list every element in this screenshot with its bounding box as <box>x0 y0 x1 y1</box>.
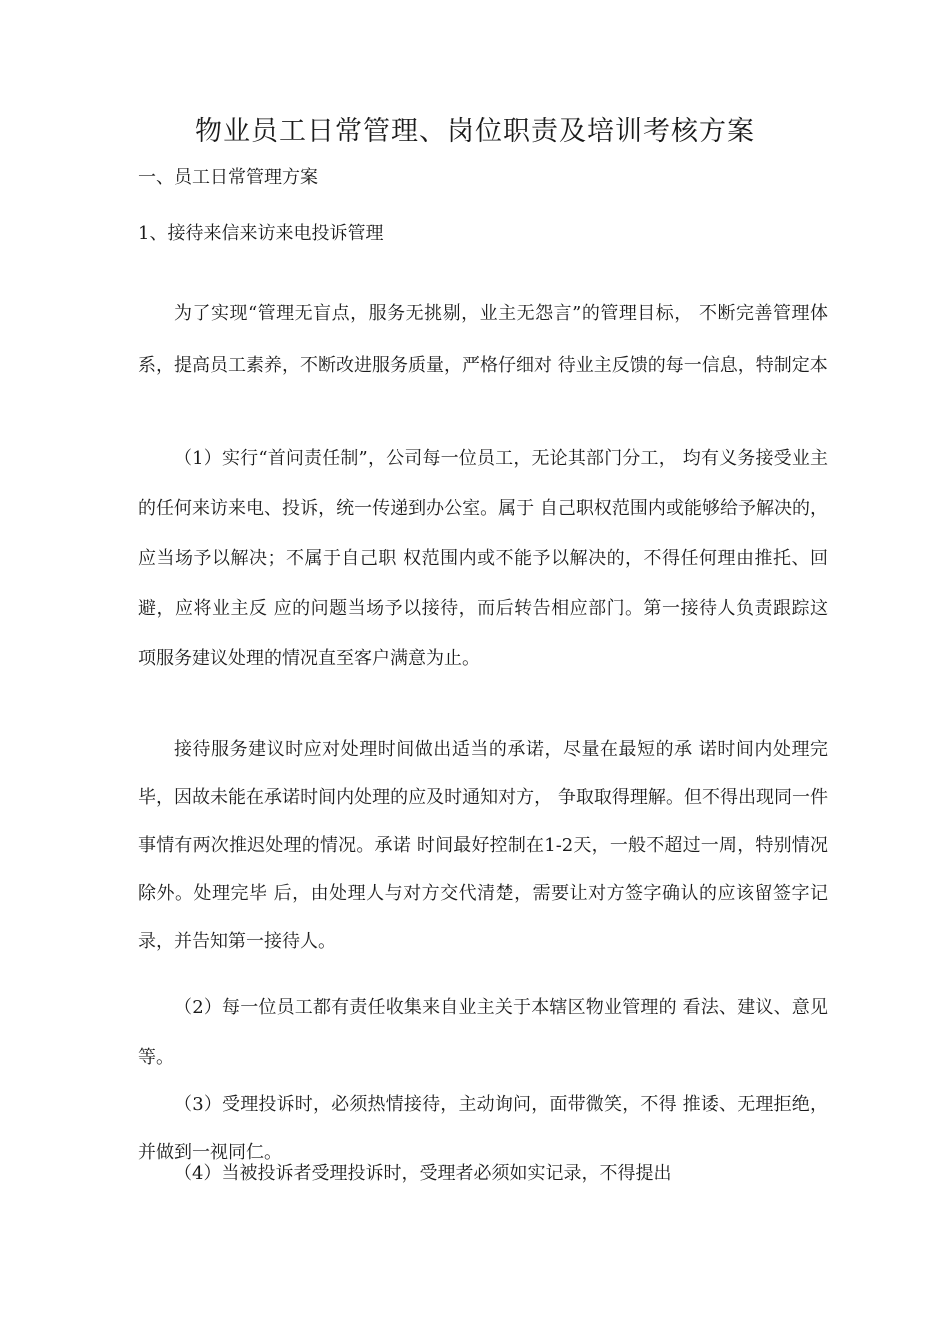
subsection-heading: 1、接待来信来访来电投诉管理 <box>138 223 384 244</box>
item-1-continuation-paragraph: 接待服务建议时应对处理时间做出适当的承诺，尽量在最短的承 诺时间内处理完毕，因故未能在承诺时间内处理的应及时通知对方， 争取取得理解。但不得出现同一件事情有两次推迟处理的情况。承诺 时间最好控制在1-2天，一般不超过一周，特别情况除外。处理完毕 后，由处理人与对方交代清楚，需要让对方签字确认的应该留签字记 录，并告知第一接待人。 <box>138 739 828 952</box>
item-1-paragraph: （1）实行“首问责任制”，公司每一位员工，无论其部门分工， 均有义务接受业主的任何来访来电、投诉，统一传递到办公室。属于 自己职权范围内或能够给予解决的，应当场予以解决；不属于自己职 权范围内或不能予以解决的，不得任何理由推托、回避，应将业主反 应的问题当场予以接待，而后转告相应部门。第一接待人负责跟踪这 项服务建议处理的情况直至客户满意为止。 <box>138 448 828 669</box>
item-2-paragraph: （2）每一位员工都有责任收集来自业主关于本辖区物业管理的 看法、建议、意见等。 <box>138 997 828 1068</box>
item-3-paragraph: （3）受理投诉时，必须热情接待，主动询问，面带微笑，不得 推诿、无理拒绝，并做到一视同仁。 <box>138 1094 828 1163</box>
document-title: 物业员工日常管理、岗位职责及培训考核方案 <box>195 116 755 147</box>
intro-paragraph: 为了实现“管理无盲点，服务无挑剔，业主无怨言”的管理目标， 不断完善管理体系，提高员工素养，不断改进服务质量，严格仔细对 待业主反馈的每一信息，特制定本 <box>138 303 828 376</box>
item-4-paragraph: （4）当被投诉者受理投诉时，受理者必须如实记录，不得提出 <box>174 1163 672 1184</box>
section-heading: 一、员工日常管理方案 <box>138 167 318 188</box>
